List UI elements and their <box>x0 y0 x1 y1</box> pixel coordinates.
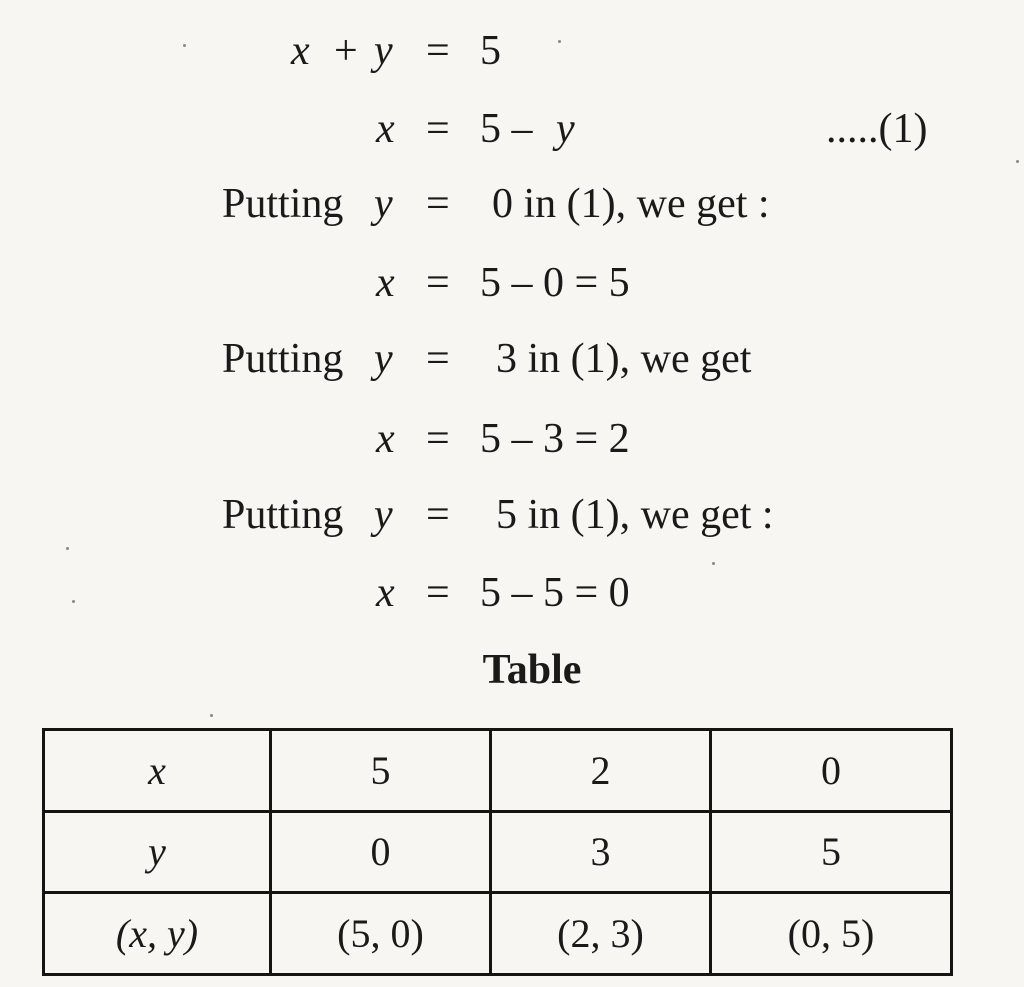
equation-line-2 <box>0 108 1024 158</box>
step1-putting: Putting <box>222 181 344 227</box>
step3-equals: = <box>426 492 450 538</box>
step2-rest: 3 in (1), we get <box>496 336 752 382</box>
table-cell: (0, 5) <box>711 893 952 975</box>
table-cell: 0 <box>271 811 491 893</box>
eq2-rhs: 5 – <box>480 106 533 152</box>
row-label-y: y <box>44 811 271 893</box>
step1-rest: 0 in (1), we get : <box>492 181 770 227</box>
table-row-xy <box>44 893 952 975</box>
result-line-3 <box>0 572 1024 622</box>
table-row-x <box>44 730 952 812</box>
eq2-y: y <box>556 106 575 152</box>
step3-putting: Putting <box>222 492 344 538</box>
print-speck <box>66 547 69 550</box>
step2-y: y <box>374 336 393 382</box>
table-cell: (5, 0) <box>271 893 491 975</box>
row-label-xy: (x, y) <box>44 893 271 975</box>
table-cell: 3 <box>491 811 711 893</box>
step-line-3 <box>0 494 1024 544</box>
table-title: Table <box>482 647 582 693</box>
res1-x: x <box>376 260 395 306</box>
eq1-y: y <box>374 28 393 74</box>
print-speck <box>712 562 715 565</box>
res3-equals: = <box>426 570 450 616</box>
res2-x: x <box>376 416 395 462</box>
res1-equals: = <box>426 260 450 306</box>
eq1-equals: = <box>426 28 450 74</box>
res3-x: x <box>376 570 395 616</box>
eq1-x: x <box>291 28 310 74</box>
print-speck <box>1016 160 1019 163</box>
eq2-x: x <box>376 106 395 152</box>
print-speck <box>558 40 561 43</box>
res1-rhs: 5 – 0 = 5 <box>480 260 630 306</box>
eq2-equals: = <box>426 106 450 152</box>
print-speck <box>72 600 75 603</box>
step-line-2 <box>0 338 1024 388</box>
eq1-rhs: 5 <box>480 28 501 74</box>
res2-equals: = <box>426 416 450 462</box>
table-row-y <box>44 811 952 893</box>
step3-y: y <box>374 492 393 538</box>
table-cell: 2 <box>491 730 711 812</box>
row-label-x: x <box>44 730 271 812</box>
table-cell: 5 <box>271 730 491 812</box>
step2-equals: = <box>426 336 450 382</box>
table-cell: 5 <box>711 811 952 893</box>
step3-rest: 5 in (1), we get : <box>496 492 774 538</box>
step2-putting: Putting <box>222 336 344 382</box>
eq1-plus: + <box>334 28 358 74</box>
equation-line-1 <box>0 30 1024 80</box>
step1-y: y <box>374 181 393 227</box>
print-speck <box>210 714 213 717</box>
table-cell: (2, 3) <box>491 893 711 975</box>
equation-reference: .....(1) <box>826 106 928 152</box>
res3-rhs: 5 – 5 = 0 <box>480 570 630 616</box>
step-line-1 <box>0 183 1024 233</box>
res2-rhs: 5 – 3 = 2 <box>480 416 630 462</box>
step1-equals: = <box>426 181 450 227</box>
values-table <box>42 728 953 976</box>
result-line-1 <box>0 262 1024 312</box>
print-speck <box>183 44 186 47</box>
result-line-2 <box>0 418 1024 468</box>
table-cell: 0 <box>711 730 952 812</box>
